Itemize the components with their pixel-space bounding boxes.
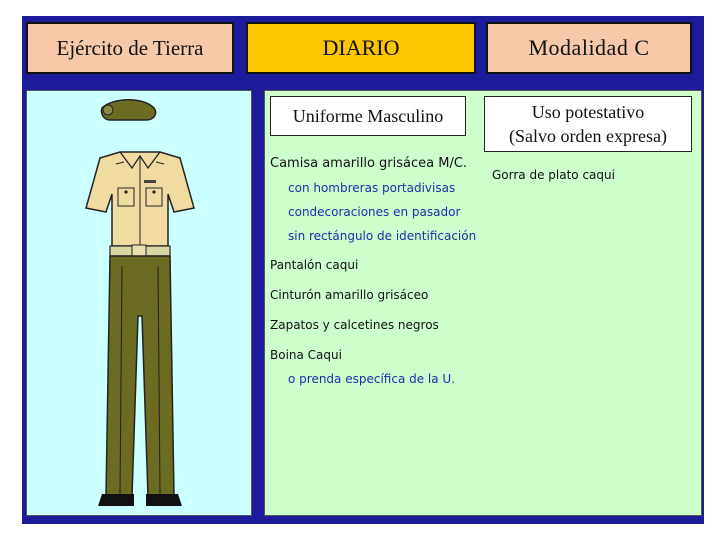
item-shoes: Zapatos y calcetines negros — [270, 318, 439, 332]
optional-item: Gorra de plato caqui — [492, 168, 615, 182]
optional-use-line2: (Salvo orden expresa) — [509, 126, 667, 146]
description-panel — [264, 90, 702, 516]
uniform-illustration — [50, 96, 220, 516]
optional-use-line1: Uso potestativo — [531, 102, 645, 122]
item-trousers: Pantalón caqui — [270, 258, 359, 272]
item-beret: Boina Caqui — [270, 348, 342, 362]
header-modality: Modalidad C — [486, 22, 692, 74]
trousers-icon — [106, 256, 174, 496]
item-shirt-detail-2: condecoraciones en pasador — [288, 205, 461, 219]
shoes-icon — [98, 494, 182, 506]
header-type: DIARIO — [246, 22, 476, 74]
item-shirt-detail-3: sin rectángulo de identificación — [288, 229, 477, 243]
shirt-icon — [86, 152, 194, 246]
uniform-title: Uniforme Masculino — [270, 96, 466, 136]
item-shirt-detail-1: con hombreras portadivisas — [288, 181, 456, 195]
header-branch: Ejército de Tierra — [26, 22, 234, 74]
optional-use-box — [484, 96, 692, 152]
beret-icon — [101, 100, 155, 120]
belt-icon — [110, 245, 170, 257]
item-shirt: Camisa amarillo grisácea M/C. — [270, 156, 468, 171]
item-beret-detail: o prenda específica de la U. — [288, 372, 456, 386]
item-belt: Cinturón amarillo grisáceo — [270, 288, 429, 302]
